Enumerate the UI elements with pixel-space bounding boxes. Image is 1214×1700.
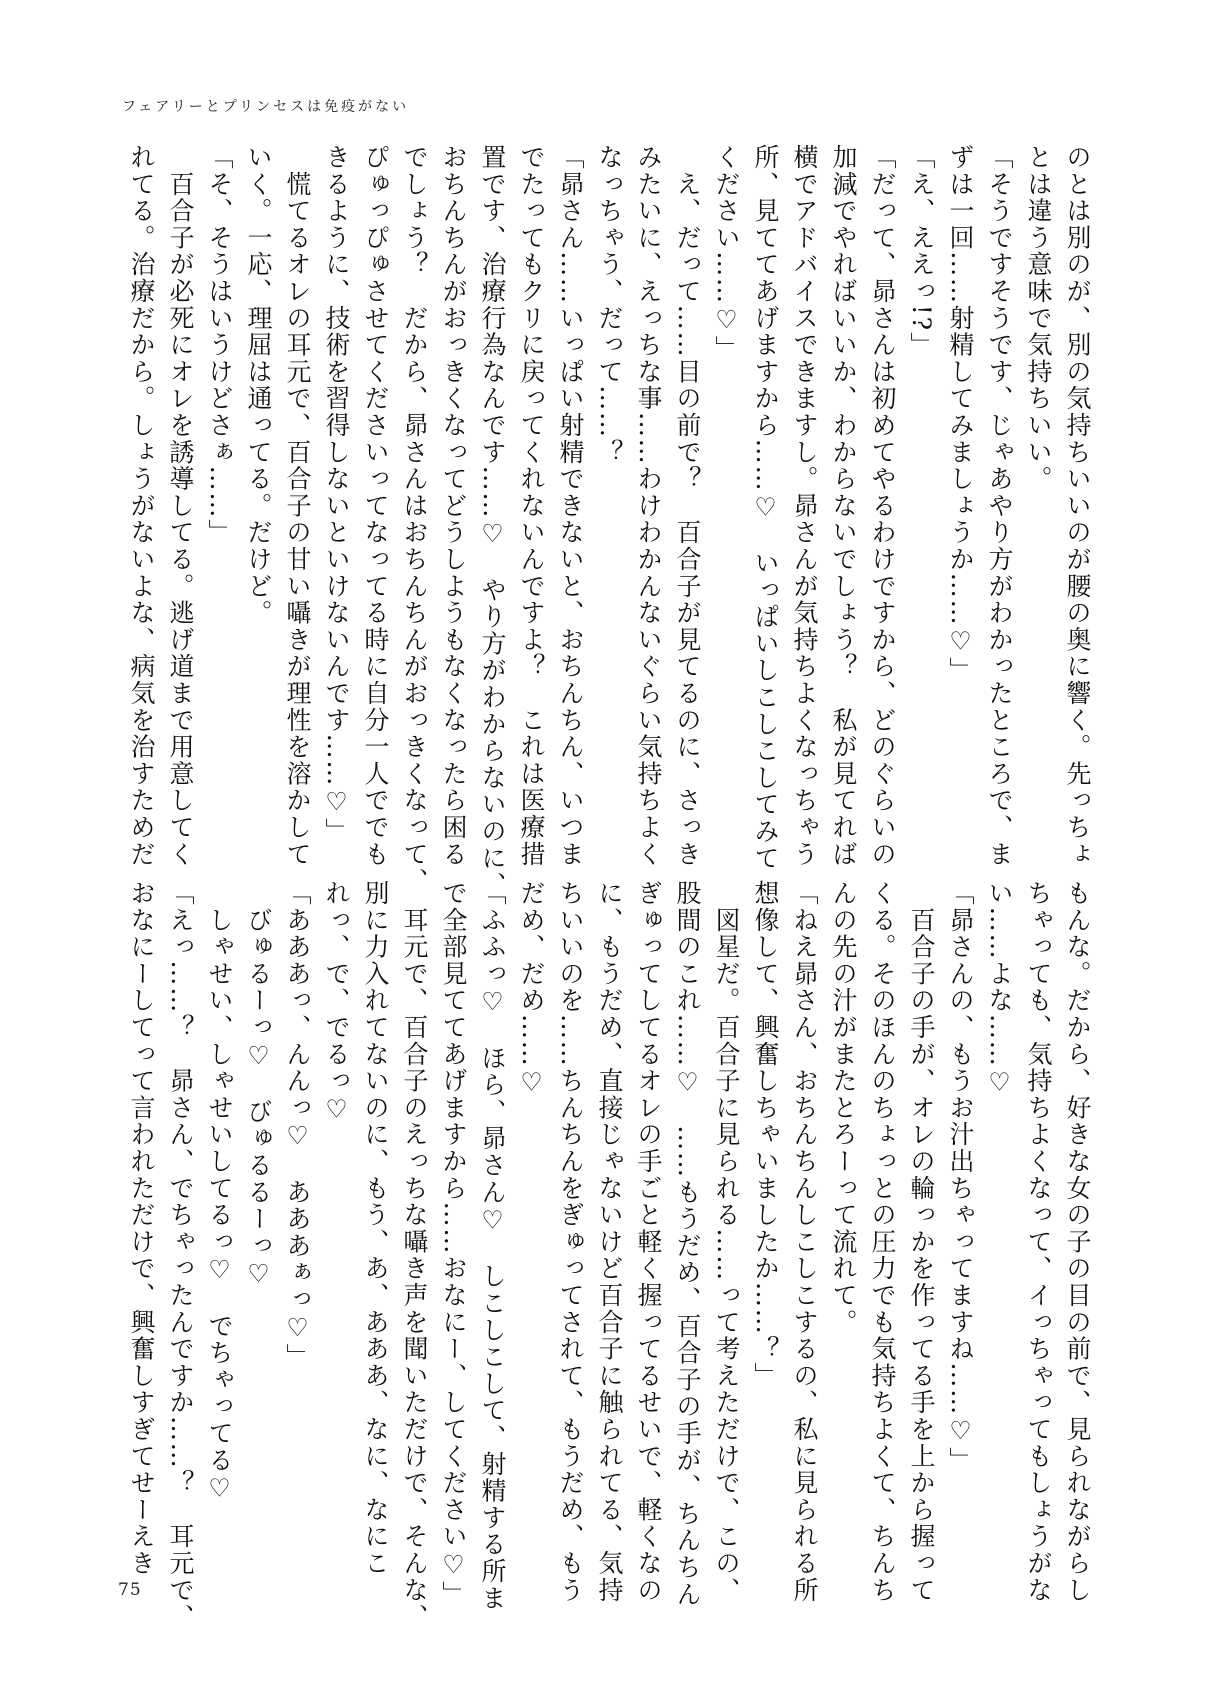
text-line: 耳元で、百合子のえっちな囁き声を聞いただけで、そんな、 (400, 880, 429, 1631)
text-line: れてる。治療だから。しょうがないよな、病気を治すためだ (127, 144, 156, 868)
text-line: でしょう？ だから、昴さんはおちんちんがおっきくなって、 (400, 144, 429, 895)
text-line: ください……♡」 (712, 144, 741, 363)
text-line: 所、見ててあげますから……♡ いっぱいしこしこしてみて (751, 144, 780, 872)
text-line: きるように、技術を習得しないといけないんです……♡」 (322, 144, 351, 845)
text-line: おなにーしてって言われただけで、興奮しすぎてせーえき (127, 880, 156, 1577)
text-line: もんな。だから、好きな女の子の目の前で、見られながらし (1063, 880, 1092, 1604)
text-line: 「そうですそうです、じゃあやり方がわかったところで、ま (985, 144, 1014, 868)
text-line: 横でアドバイスできますし。昴さんが気持ちよくなっちゃう (790, 144, 819, 868)
text-line: ずは一回……射精してみましょうか……♡」 (946, 144, 975, 684)
text-line: 「えっ……？ 昴さん、でちゃったんですか……？ 耳元で、 (166, 880, 195, 1631)
top-text-block (117, 144, 1097, 899)
text-line: おちんちんがおっきくなってどうしようもなくなったら困る (439, 144, 468, 868)
text-line: 「昴さんの、もうお汁出ちゃってますね……♡」 (946, 880, 975, 1474)
text-line: 加減でやればいいか、わからないでしょう？ 私が見てれば (829, 144, 858, 868)
text-line: んの先の汁がまたとろーって流れて。 (829, 880, 858, 1336)
text-line: 「ねえ昴さん、おちんちんしこしこするの、私に見られる所 (790, 880, 819, 1604)
text-line: でたってもクリに戻ってくれないんですよ？ これは医療措 (517, 144, 546, 868)
text-line: 想像して、興奮しちゃいましたか……？」 (751, 880, 780, 1390)
text-line: れっ、で、でるっ♡ (322, 880, 351, 1126)
page-number: 75 (118, 1580, 142, 1600)
text-line: ぎゅってしてるオレの手ごと軽く握ってるせいで、軽くなの (634, 880, 663, 1604)
text-line: みたいに、えっちな事……わけわかんないぐらい気持ちよく (634, 144, 663, 868)
text-line: びゅるーっ♡ びゅるるーっ♡ (244, 880, 273, 1290)
text-line: 置です、治療行為なんです……♡ やり方がわからないのに、 (478, 144, 507, 899)
text-line: 「だって、昴さんは初めてやるわけですから、どのぐらいの (868, 144, 897, 868)
text-line: 別に力入れてないのに、もう、あ、あああ、なに、なにこ (361, 880, 390, 1577)
text-line: ちゃっても、気持ちよくなって、イっちゃってもしょうがな (1024, 880, 1053, 1604)
text-line: い……よな……♡ (985, 880, 1014, 1099)
text-line: 百合子が必死にオレを誘導してる。逃げ道まで用意してく (166, 144, 195, 868)
text-line: 「そ、そうはいうけどさぁ……」 (205, 144, 234, 546)
text-line: なっちゃう、だって……？ (595, 144, 624, 466)
text-line: いく。一応、理屈は通ってる。だけど。 (244, 144, 273, 627)
text-line: 慌てるオレの耳元で、百合子の甘い囁きが理性を溶かして (283, 144, 312, 868)
text-line: 「昴さん……いっぱい射精できないと、おちんちん、いつま (556, 144, 585, 868)
text-line: ぴゅっぴゅさせてくださいってなってる時に自分一人ででも (361, 144, 390, 868)
running-title: フェアリーとプリンセスは免疫がない (122, 99, 410, 115)
text-line: 股間のこれ……♡ ……もうだめ、百合子の手が、ちんちん (673, 880, 702, 1608)
text-line: しゃせい、しゃせいしてるっ♡ でちゃってる♡ (205, 880, 234, 1505)
text-line: に、もうだめ、直接じゃないけど百合子に触られてる、気持 (595, 880, 624, 1604)
text-line: のとは別のが、別の気持ちいいのが腰の奥に響く。先っちょ (1063, 144, 1092, 868)
text-line: ちいいのを……ちんちんをぎゅってされて、もうだめ、もう (556, 880, 585, 1604)
text-line: 「あああっ、んんっ♡ あああぁっ♡」 (283, 880, 312, 1371)
text-line: とは違う意味で気持ちいい。 (1024, 144, 1053, 493)
text-line: だめ、だめ……♡ (517, 880, 546, 1099)
text-line: くる。そのほんのちょっとの圧力でも気持ちよくて、ちんち (868, 880, 897, 1604)
text-line: 「ふふっ♡ ほら、昴さん♡ しこしこして、射精する所ま (478, 880, 507, 1612)
text-line: 百合子の手が、オレの輪っかを作ってる手を上から握って (907, 880, 936, 1604)
text-line: 図星だ。百合子に見られる……って考えただけで、この、 (712, 880, 741, 1604)
text-line: え、だって……目の前で？ 百合子が見てるのに、さっき (673, 144, 702, 868)
text-line: で全部見ててあげますから……おなにー、してください♡」 (439, 880, 468, 1608)
text-line: 「え、ええっ!?」 (907, 144, 936, 359)
